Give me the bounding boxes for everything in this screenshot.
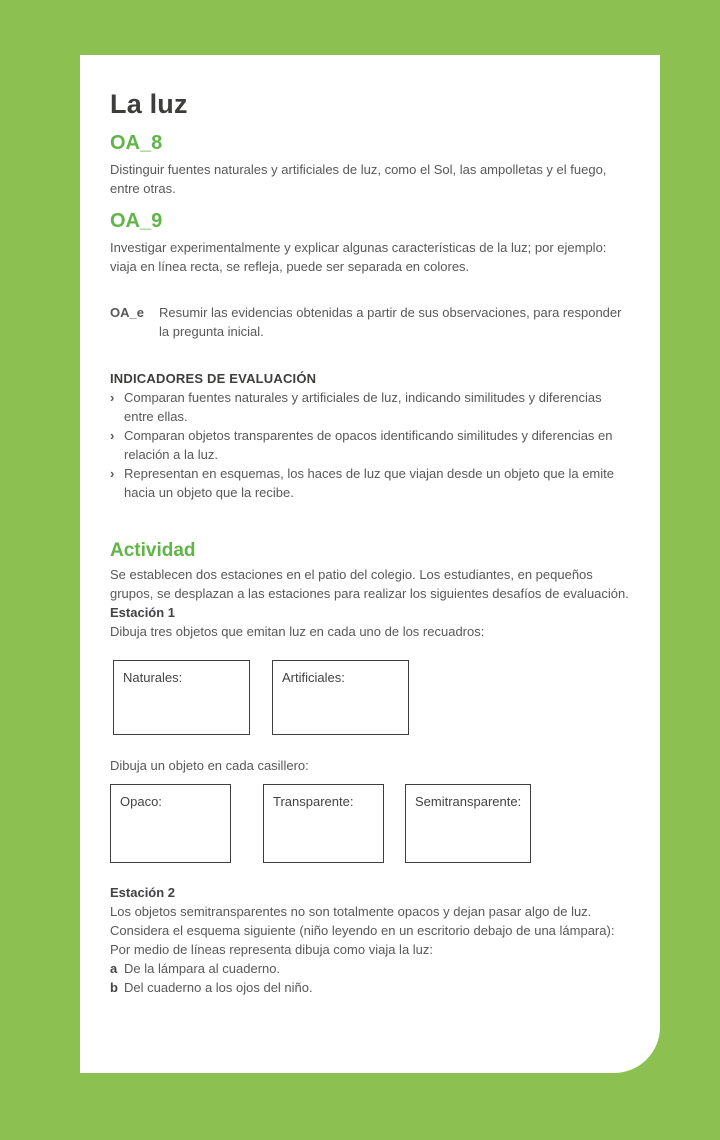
oa8-heading: OA_8 (110, 132, 163, 154)
bullet-icon: › (110, 428, 115, 443)
station1-instruction-casilleros: Dibuja un objeto en cada casillero: (110, 758, 309, 773)
indicators-heading: INDICADORES DE EVALUACIÓN (110, 371, 317, 386)
oae-row (110, 303, 632, 341)
box-label-artificiales: Artificiales: (282, 670, 345, 685)
section-oa8 (110, 132, 632, 198)
drawing-box-transparente[interactable] (263, 784, 384, 863)
indicator-item (110, 388, 632, 426)
drawing-box-artificiales[interactable] (272, 660, 409, 735)
drawing-box-opaco[interactable] (110, 784, 231, 863)
box-label-naturales: Naturales: (123, 670, 183, 685)
indicator-item (110, 464, 632, 502)
drawing-box-naturales[interactable] (113, 660, 250, 735)
box-label-semitransparente: Semitransparente: (415, 794, 522, 809)
bullet-icon: › (110, 390, 115, 405)
indicator-item (110, 426, 632, 464)
recuadros-row (110, 660, 632, 735)
drawing-box-semitransparente[interactable] (405, 784, 531, 863)
station2-item-a (110, 959, 632, 978)
worksheet-page (80, 55, 660, 1073)
box-label-transparente: Transparente: (273, 794, 354, 809)
oae-label: OA_e (110, 305, 144, 320)
oa8-body: Distinguir fuentes naturales y artificiales de luz, como el Sol, las ampolletas y el fuego, entre otras. (110, 162, 607, 196)
section-activity (110, 540, 632, 997)
section-indicators (110, 369, 632, 502)
page-title: La luz (110, 89, 188, 119)
section-oa9 (110, 210, 632, 276)
oae-body: Resumir las evidencias obtenidas a partir de sus observaciones, para responder la pregunta inicial. (159, 305, 622, 339)
station2-line1: Los objetos semitransparentes no son totalmente opacos y dejan pasar algo de luz. (110, 904, 592, 919)
item-a-text: De la lámpara al cuaderno. (124, 961, 281, 976)
station2-item-b (110, 978, 632, 997)
box-label-opaco: Opaco: (120, 794, 162, 809)
indicator-text: Representan en esquemas, los haces de luz que viajan desde un objeto que la emite hacia un objeto que la recibe. (124, 466, 614, 500)
bullet-icon: › (110, 466, 115, 481)
section-station2 (110, 883, 632, 997)
oa9-heading: OA_9 (110, 210, 163, 232)
oa9-body: Investigar experimentalmente y explicar algunas características de la luz; por ejemplo: viaja en línea recta, se refleja, puede ser separada en colores. (110, 240, 607, 274)
station2-label: Estación 2 (110, 885, 176, 900)
item-b-marker: b (110, 980, 118, 995)
casilleros-row (110, 784, 632, 863)
item-b-text: Del cuaderno a los ojos del niño. (124, 980, 313, 995)
station2-line3: Por medio de líneas representa dibuja como viaja la luz: (110, 942, 434, 957)
station2-line2: Considera el esquema siguiente (niño leyendo en un escritorio debajo de una lámpara): (110, 923, 615, 938)
station1-instruction-recuadros: Dibuja tres objetos que emitan luz en cada uno de los recuadros: (110, 624, 485, 639)
indicator-text: Comparan fuentes naturales y artificiales de luz, indicando similitudes y diferencias entre ellas. (124, 390, 602, 424)
activity-intro: Se establecen dos estaciones en el patio del colegio. Los estudiantes, en pequeños grupos, se desplazan a las estaciones para realizar los siguientes desafíos de evaluación. (110, 567, 629, 601)
activity-heading: Actividad (110, 540, 196, 561)
station1-label: Estación 1 (110, 605, 176, 620)
indicator-text: Comparan objetos transparentes de opacos identificando similitudes y diferencias en relación a la luz. (124, 428, 613, 462)
item-a-marker: a (110, 961, 118, 976)
